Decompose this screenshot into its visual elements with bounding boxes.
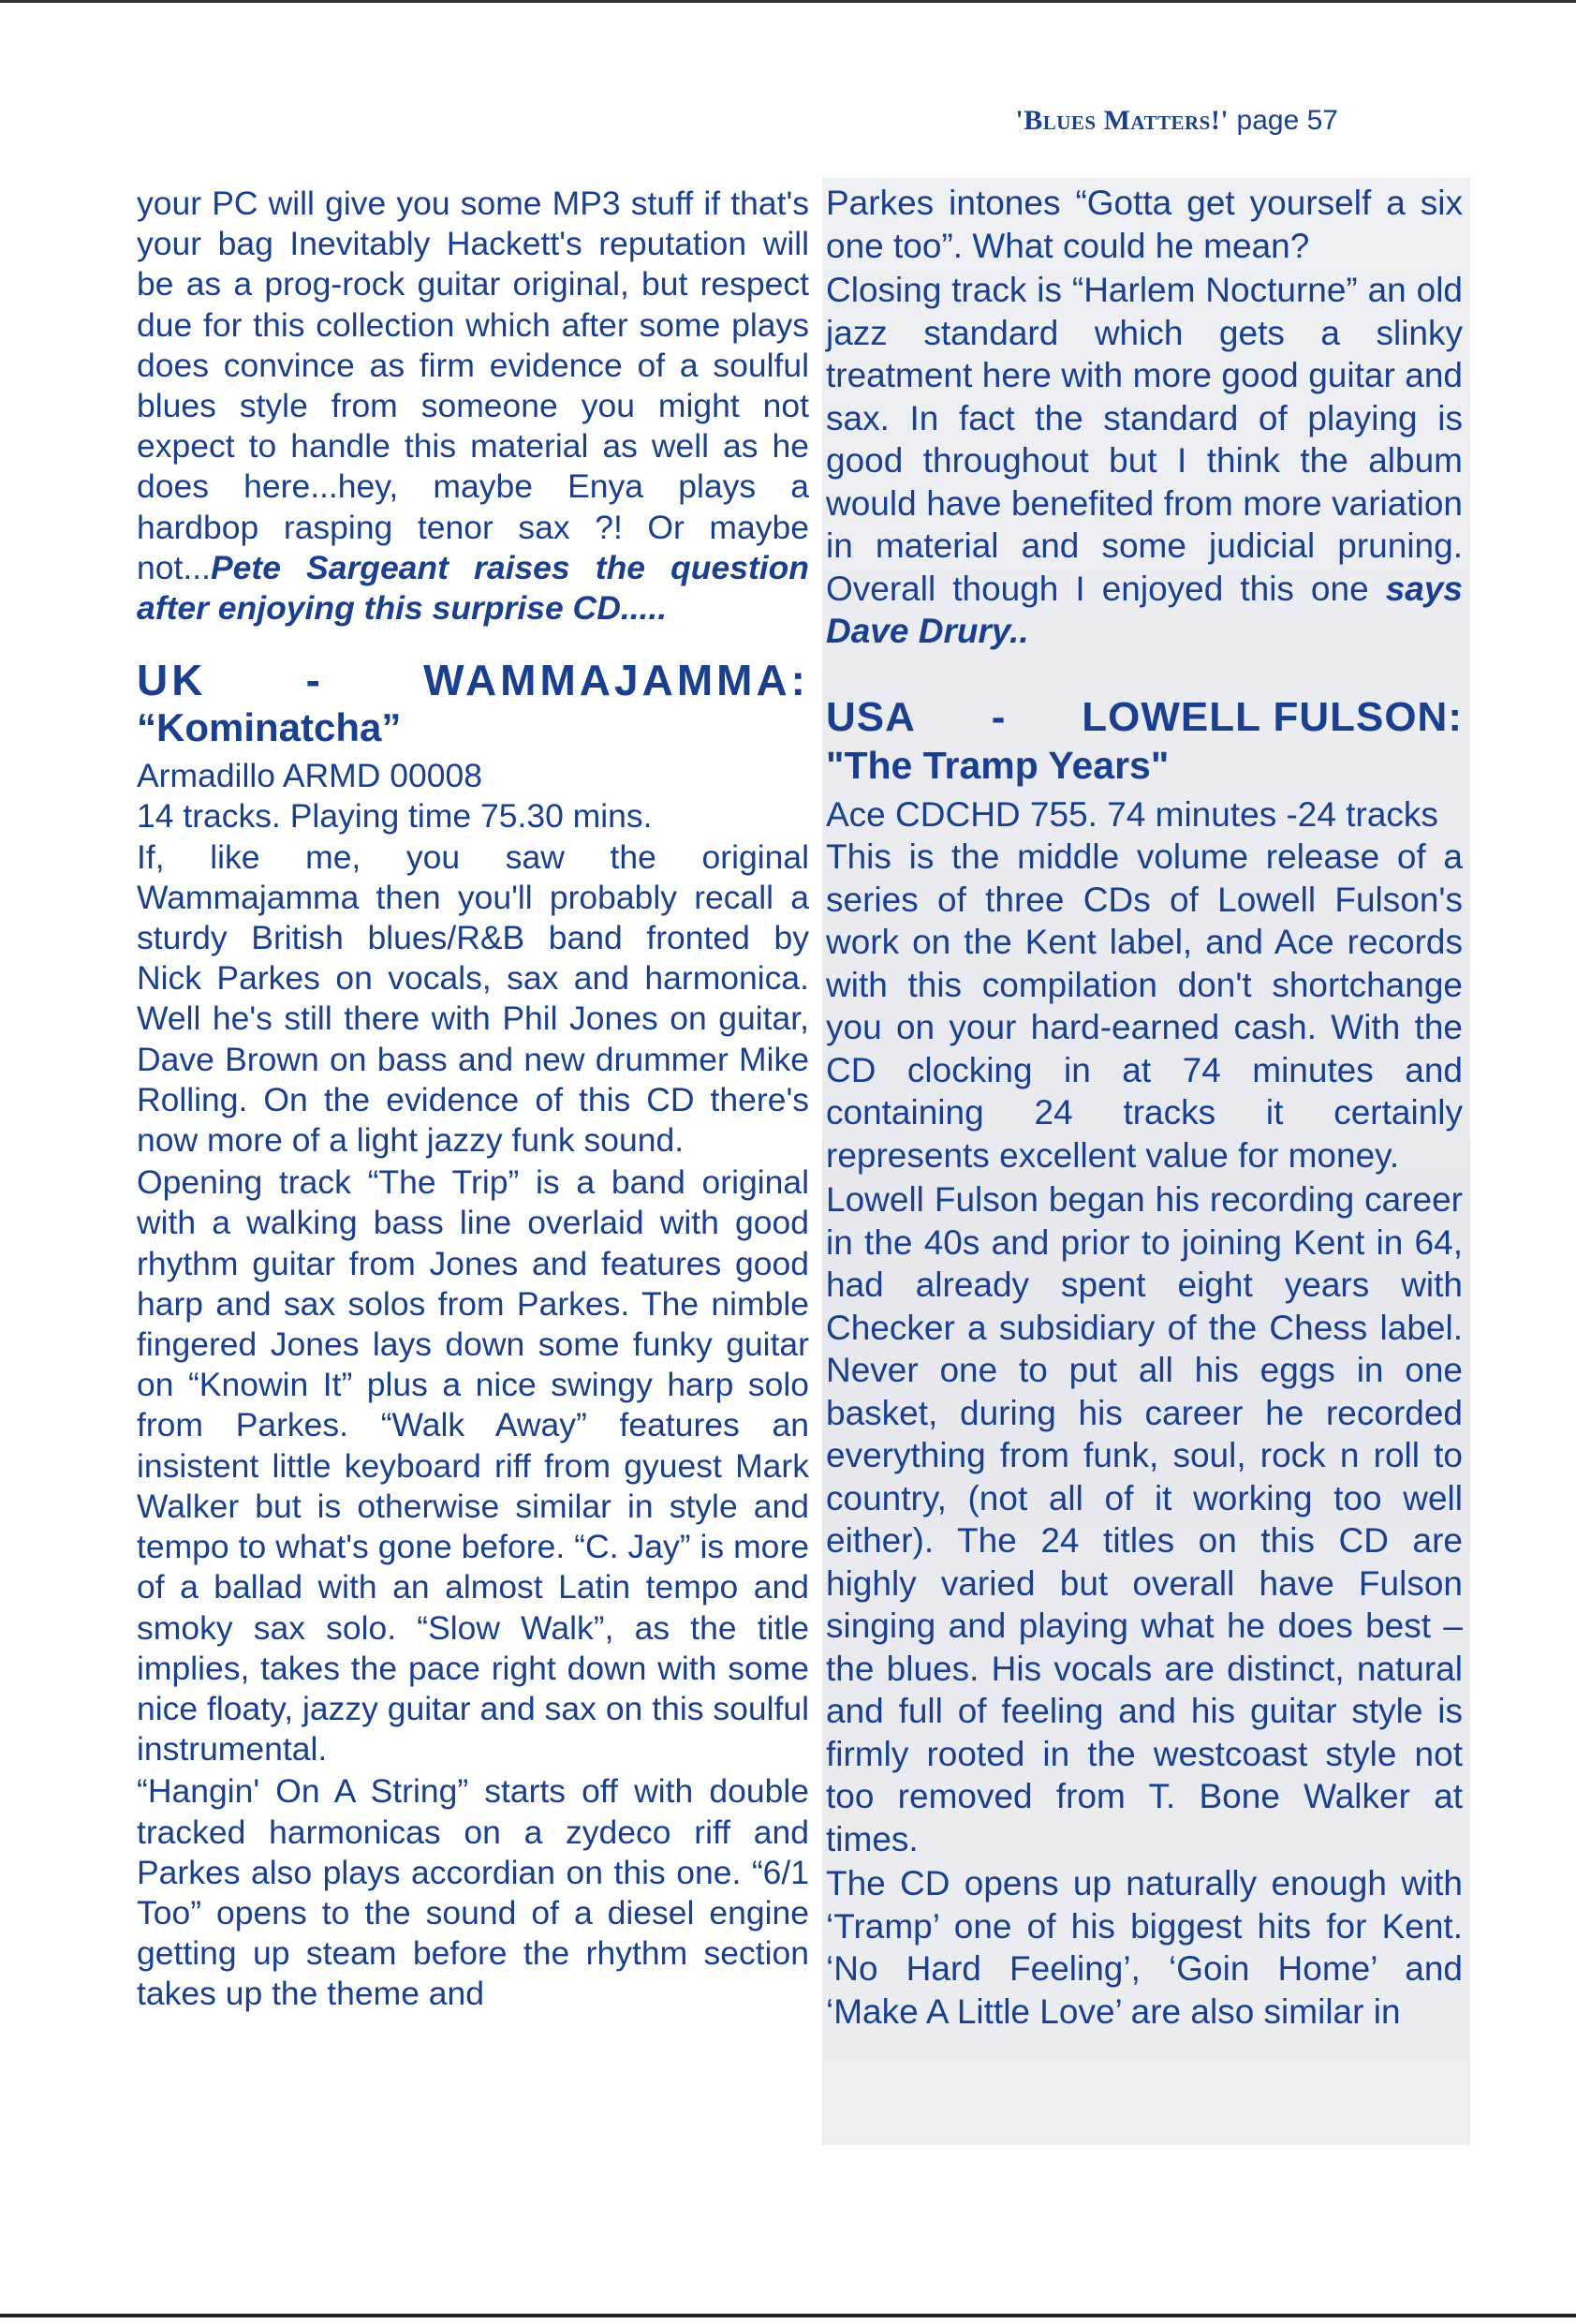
review-artist: LOWELL FULSON: bbox=[1082, 693, 1463, 740]
page-number: page 57 bbox=[1236, 105, 1338, 136]
review-label: Armadillo ARMD 00008 bbox=[137, 757, 482, 795]
page-header bbox=[1015, 105, 1338, 137]
continued-paragraph: Parkes intones “Gotta get yourself a six one too”. What could he mean? bbox=[826, 184, 1463, 265]
review-dash: - bbox=[305, 656, 324, 705]
intro-credit: Pete Sargeant raises the question after enjoying this surprise CD..... bbox=[137, 548, 809, 628]
review-heading-wammajamma bbox=[137, 657, 809, 703]
review-tracks: 14 tracks. Playing time 75.30 mins. bbox=[137, 797, 653, 836]
review-artist: WAMMAJAMMA: bbox=[423, 656, 809, 705]
closing-paragraph bbox=[826, 269, 1463, 653]
review-heading-lowell-fulson bbox=[826, 694, 1463, 741]
scan-edge-bottom bbox=[0, 2314, 1576, 2317]
review-album-title: "The Tramp Years" bbox=[826, 743, 1170, 787]
review-country: USA bbox=[826, 693, 916, 740]
scan-edge-top bbox=[0, 0, 1576, 3]
review-label: Ace CDCHD 755. 74 minutes -24 tracks bbox=[826, 794, 1438, 834]
closing-text: Closing track is “Harlem Nocturne” an old jazz standard which gets a slinky treatment here with more good guitar and sax. In fact the standard of playing is good throughout but I think the album would have benefited from more variation in material and some judicial pruning. Overall though I enjoyed this one bbox=[826, 271, 1463, 608]
review-paragraph: The CD opens up naturally enough with ‘Tramp’ one of his biggest hits for Kent. ‘No Hard Feeling’, ‘Goin Home’ and ‘Make A Little Love’ are also similar in bbox=[826, 1864, 1463, 2031]
review-dash: - bbox=[991, 693, 1007, 740]
closing-credit: says Dave Drury.. bbox=[826, 569, 1464, 650]
review-paragraph: This is the middle volume release of a series of three CDs of Lowell Fulson's work on the Kent label, and Ace records with this compilation don't shortchange you on your hard-earned cash. With the CD clocking in at 74 minutes and containing 24 tracks it certainly represents excellent value for money. bbox=[826, 837, 1463, 1175]
left-column bbox=[137, 184, 809, 2017]
review-paragraph: “Hangin' On A String” starts off with double tracked harmonicas on a zydeco riff and Parkes also plays accordian on this one. “6/1 Too” opens to the sound of a diesel engine getting up steam before the rhythm section takes up the theme and bbox=[137, 1772, 809, 2013]
review-paragraph: Lowell Fulson began his recording career in the 40s and prior to joining Kent in 64, had already spent eight years with Checker a subsidiary of the Chess label. Never one to put all his eggs in one basket, during his career he recorded everything from funk, soul, rock n roll to country, (not all of it working too well either). The 24 titles on this CD are highly varied but overall have Fulson singing and playing what he does best – the blues. His vocals are distinct, natural and full of feeling and his guitar style is firmly rooted in the westcoast style not too removed from T. Bone Walker at times. bbox=[826, 1180, 1463, 1858]
review-paragraph: Opening track “The Trip” is a band original with a walking bass line overlaid with good rhythm guitar from Jones and features good harp and sax solos from Parkes. The nimble fingered Jones lays down some funky guitar on “Knowin It” plus a nice swingy harp solo from Parkes. “Walk Away” features an insistent little keyboard riff from gyuest Mark Walker but is otherwise similar in style and tempo to what's gone before. “C. Jay” is more of a ballad with an almost Latin tempo and smoky sax solo. “Slow Walk”, as the title implies, takes the pace right down with some nice floaty, jazzy guitar and sax on this soulful instrumental. bbox=[137, 1163, 809, 1769]
review-country: UK bbox=[137, 656, 207, 705]
intro-paragraph bbox=[137, 184, 809, 629]
magazine-title: 'Blues Matters!' bbox=[1015, 105, 1230, 136]
review-album-title: “Kominatcha” bbox=[137, 705, 402, 750]
review-paragraph: If, like me, you saw the original Wammajamma then you'll probably recall a sturdy British blues/R&B band fronted by Nick Parkes on vocals, sax and harmonica. Well he's still there with Phil Jones on guitar, Dave Brown on bass and new drummer Mike Rolling. On the evidence of this CD there's now more of a light jazzy funk sound. bbox=[137, 837, 809, 1160]
right-column bbox=[822, 178, 1470, 2145]
intro-text: your PC will give you some MP3 stuff if that's your bag Inevitably Hackett's reputation will be as a prog-rock guitar original, but respect due for this collection which after some plays does convince as firm evidence of a soulful blues style from someone you might not expect to handle this material as well as he does here...hey, maybe Enya plays a hardbop rasping tenor sax ?! Or maybe not... bbox=[137, 185, 809, 586]
